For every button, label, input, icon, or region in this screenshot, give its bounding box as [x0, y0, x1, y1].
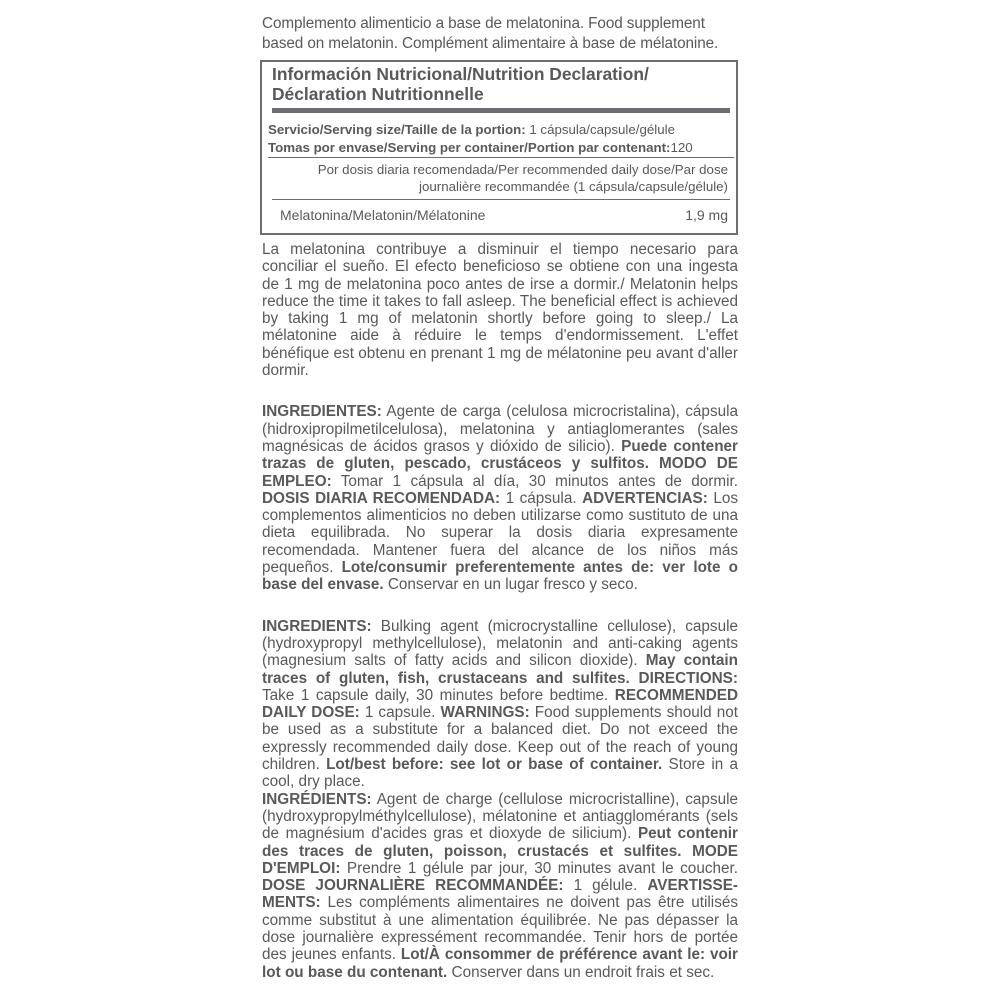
serving-size-row: [268, 121, 734, 139]
es-directions-label: MODO DE EMPLEO:: [262, 455, 738, 490]
en-directions-label: DIRECTIONS:: [629, 669, 738, 687]
en-dose-label: RECOMMENDED DAILY DOSE:: [262, 686, 738, 722]
es-storage-text: Conservar en un lugar fresco y seco.: [383, 576, 638, 594]
en-lot-label: Lot/best before: see lot or base of container.: [326, 756, 663, 774]
nutrient-name: Melatonina/Melatonin/Mélatonine: [280, 207, 486, 223]
en-ingredients-label: INGREDIENTS:: [262, 617, 372, 635]
fr-warnings-label: AVERTISSE-MENTS:: [262, 877, 738, 912]
nutrition-panel-title: Información Nutricional/Nutrition Declaration/ Déclaration Nutritionnelle: [272, 65, 730, 113]
nutrient-amount: 1,9 mg: [685, 207, 728, 223]
es-dose-text: 1 cápsula.: [500, 489, 583, 507]
es-warnings-label: ADVERTENCIAS:: [582, 489, 708, 507]
es-dose-label: DOSIS DIARIA RECOMENDADA:: [262, 489, 501, 507]
fr-warnings-text: Les compléments alimentaires ne doivent pas être utilisés comme substitut à une alimentation équilibrée. Ne pas dépasser la dose journalière expressément recommandée. Tenir hors de portée des jeunes enfants.: [262, 894, 738, 964]
fr-directions-label: MODE D'EMPLOI:: [262, 842, 739, 877]
fr-allergen-warning: Peut contenir des traces de gluten, poisson, crustacés et sulfites.: [262, 825, 739, 860]
en-warnings-text: Food supplements should not be used as a substitute for a balanced diet. Do not exceed the expressly recommended daily dose. Keep out of the reach of young children.: [262, 704, 738, 774]
fr-dose-text: 1 gélule.: [563, 877, 648, 895]
fr-directions-text: Prendre 1 gélule par jour, 30 minutes avant le coucher.: [340, 859, 738, 877]
en-storage-text: Store in a cool, dry place.: [262, 756, 738, 791]
spanish-section: [262, 403, 738, 593]
en-ingredients-text: Bulking agent (microcrystalline cellulose), capsule (hydroxypropyl methylcellulose), melatonin and anti-caking agents (magnesium salts of fatty acids and silicon dioxide).: [262, 617, 738, 670]
es-allergen-warning: Puede contener trazas de gluten, pescado, crustáceos y sulfitos.: [262, 437, 738, 473]
serving-info: [268, 113, 734, 158]
en-dose-text: 1 capsule.: [359, 704, 441, 722]
en-warnings-label: WARNINGS:: [440, 704, 530, 722]
servings-per-container-label: Tomas por envase/Serving per container/Portion par contenant:: [268, 139, 671, 155]
nutrient-row: [272, 200, 730, 225]
es-ingredients-label: INGREDIENTES:: [262, 403, 382, 421]
es-lot-label: Lote/consumir preferentemente antes de: ver lote o base del envase.: [262, 559, 738, 594]
servings-per-container-row: [268, 139, 734, 157]
es-warnings-text: Los complementos alimenticios no deben utilizarse como sustituto de una dieta equilibrada. No superar la dosis diaria expresamente recomendada. Mantener fuera del alcance de los niños más pequeños.: [262, 489, 738, 577]
fr-storage-text: Conserver dans un endroit frais et sec.: [447, 963, 715, 981]
label-column: [260, 14, 738, 981]
servings-per-container-value: 120: [670, 139, 693, 155]
es-directions-text: Tomar 1 cápsula al día, 30 minutos antes de dormir.: [331, 472, 738, 490]
health-claim: La melatonina contribuye a disminuir el tiempo necesario para conciliar el sueño. El efecto beneficioso se obtiene con una ingesta de 1 mg de melatonina poco antes de irse a dormir./ Melatonin helps reduce the time it takes to fall asleep. The beneficial effect is achieved by taking 1 mg of melatonin shortly before going to sleep./ La mélatonine aide à réduire le temps d'endormissement. L'effet bénéfique est obtenu en prenant 1 mg de mélatonine peu avant d'aller dormir.: [262, 241, 738, 380]
french-section: [262, 791, 738, 981]
fr-dose-label: DOSE JOURNALIÈRE RECOMMANDÉE:: [262, 877, 564, 895]
en-allergen-warning: May contain traces of gluten, fish, crustaceans and sulfites.: [262, 652, 738, 687]
serving-size-label: Servicio/Serving size/Taille de la portion:: [268, 122, 526, 137]
serving-size-value: 1 cápsula/capsule/gélule: [525, 122, 675, 137]
en-directions-text: Take 1 capsule daily, 30 minutes before bedtime.: [262, 686, 615, 704]
product-description: Complemento alimenticio a base de melatonina. Food supplement based on melatonin. Complément alimentaire à base de mélatonine.: [262, 15, 719, 52]
es-ingredients-text: Agente de carga (celulosa microcristalina), cápsula (hidroxipropilmetilcelulosa), melatonina y antiaglomerantes (sales magnésicas de ácidos grasos y dióxido de silicio).: [262, 403, 738, 455]
english-section: [262, 618, 738, 791]
per-dose-header: Por dosis diaria recomendada/Per recommended daily dose/Par dose journalière recommandée (1 cápsula/capsule/gélule): [272, 158, 730, 200]
nutrition-panel: [260, 60, 738, 235]
fr-lot-label: Lot/À consommer de préférence avant le: voir lot ou base du contenant.: [262, 946, 739, 981]
fr-ingredients-text: Agent de charge (cellulose microcristalline), capsule (hydroxypropylméthylcellulose), mélatonine et antiagglomérants (sels de magnésium d'acides gras et dioxyde de silicium).: [262, 790, 738, 843]
fr-ingredients-label: INGRÉDIENTS:: [262, 790, 372, 808]
